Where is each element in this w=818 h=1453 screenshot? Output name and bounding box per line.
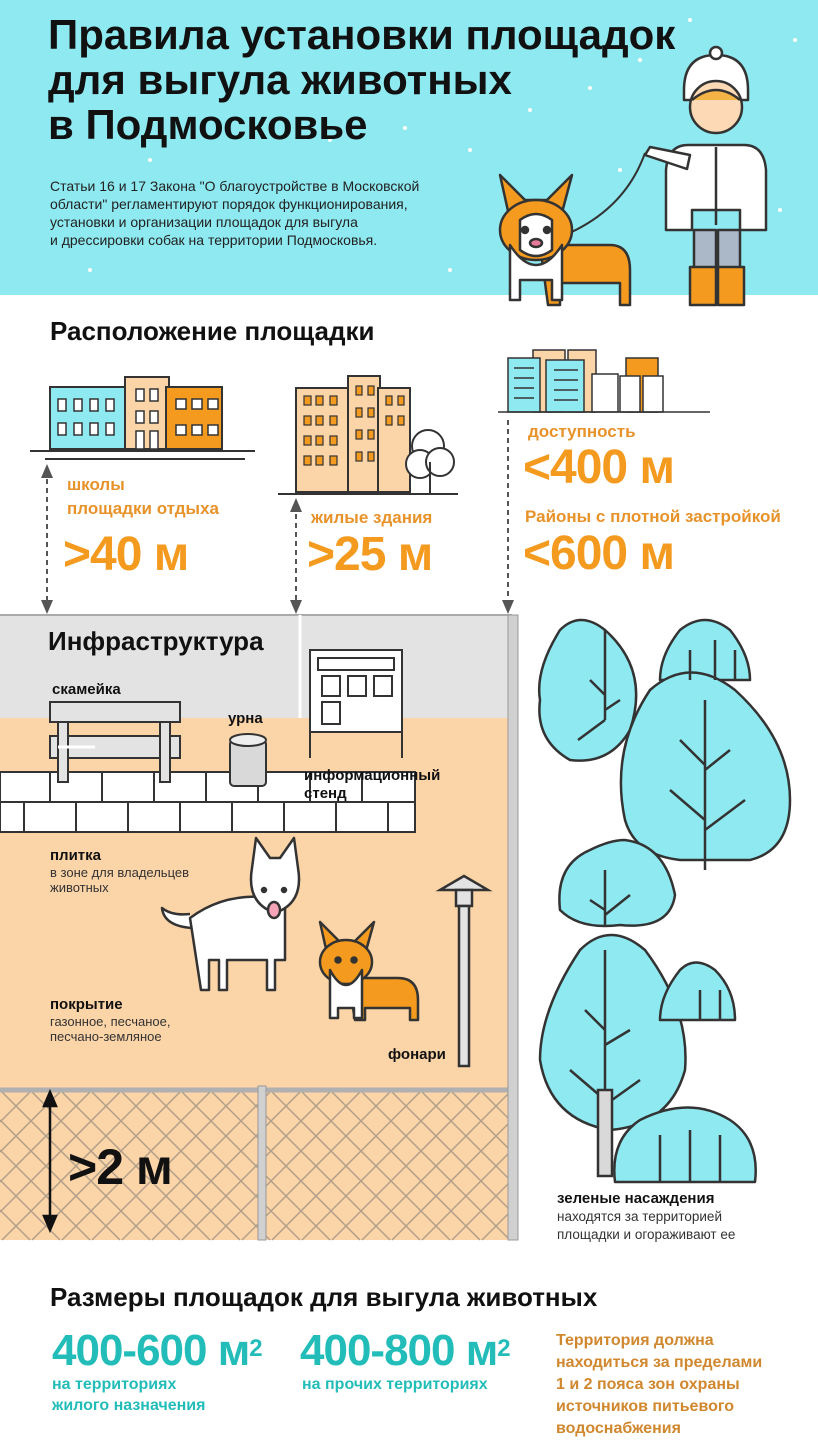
note-line: источников питьевого	[556, 1398, 735, 1415]
schools-label	[67, 473, 219, 521]
greenery-sub: площадки и огораживают ее	[557, 1227, 736, 1242]
tiles-caption	[50, 847, 189, 895]
water-protection-note	[556, 1330, 762, 1440]
tiles-sub: в зоне для владельцев	[50, 865, 190, 880]
city-skyline-icon	[498, 348, 713, 418]
note-line: водоснабжения	[556, 1420, 681, 1437]
surface-sub: песчано-земляное	[50, 1029, 162, 1044]
fence-height-value: >2 м	[68, 1139, 172, 1195]
schools-label-line: школы	[67, 475, 125, 494]
title-line-1: Правила установки площадок	[48, 11, 676, 58]
tiles-label: плитка	[50, 847, 102, 864]
size-residential-sup: 2	[249, 1335, 262, 1362]
intro-line: и дрессировки собак на территории Подмосковья.	[50, 232, 378, 248]
size-residential-number: 400-600 м	[52, 1326, 250, 1375]
size-other-number: 400-800 м	[300, 1326, 498, 1375]
schools-distance: >40 м	[63, 528, 189, 581]
size-other-value	[300, 1327, 510, 1375]
dense-area-distance: <600 м	[523, 527, 674, 580]
location-heading: Расположение площадки	[50, 316, 375, 346]
note-line: Территория должна	[556, 1332, 714, 1349]
residential-label: жилые здания	[311, 508, 433, 527]
note-line: находиться за пределами	[556, 1354, 763, 1371]
bin-label: урна	[228, 710, 263, 727]
tiles-sub: животных	[50, 880, 109, 895]
title-line-3: в Подмосковье	[48, 101, 368, 148]
note-line: 1 и 2 пояса зон охраны	[556, 1376, 740, 1393]
access-label: доступность	[528, 422, 636, 441]
intro-line: установки и организации площадок для выгула	[50, 214, 358, 230]
size-residential-line: на территориях	[52, 1376, 177, 1393]
dense-area-label: Районы с плотной застройкой	[525, 507, 781, 526]
info-stand-line: стенд	[304, 785, 347, 802]
intro-line: Статьи 16 и 17 Закона "О благоустройстве в Московской	[50, 178, 420, 194]
intro-text	[50, 177, 490, 249]
lamps-label: фонари	[388, 1046, 446, 1063]
person-with-corgi-illustration	[480, 45, 800, 310]
size-other-label: на прочих территориях	[302, 1376, 488, 1393]
bench-label: скамейка	[52, 681, 121, 698]
surface-label: покрытие	[50, 996, 123, 1013]
size-residential-label	[52, 1374, 205, 1416]
title-line-2: для выгула животных	[48, 56, 512, 103]
greenery-label: зеленые насаждения	[557, 1190, 715, 1207]
size-other-sup: 2	[497, 1335, 510, 1362]
info-stand-line: информационный	[304, 767, 441, 784]
sizes-heading: Размеры площадок для выгула животных	[50, 1282, 598, 1312]
size-residential-value	[52, 1327, 262, 1375]
access-distance: <400 м	[523, 441, 674, 494]
schools-label-line: площадки отдыха	[67, 499, 219, 518]
info-stand-label	[304, 767, 440, 803]
greenery-sub: находятся за территорией	[557, 1209, 722, 1224]
surface-caption	[50, 996, 171, 1044]
size-residential-line: жилого назначения	[52, 1397, 206, 1414]
intro-line: области" регламентируют порядок функционирования,	[50, 196, 408, 212]
surface-sub: газонное, песчаное,	[50, 1014, 171, 1029]
infrastructure-heading: Инфраструктура	[48, 626, 264, 656]
greenery-caption	[557, 1190, 735, 1244]
residential-distance: >25 м	[307, 528, 433, 581]
